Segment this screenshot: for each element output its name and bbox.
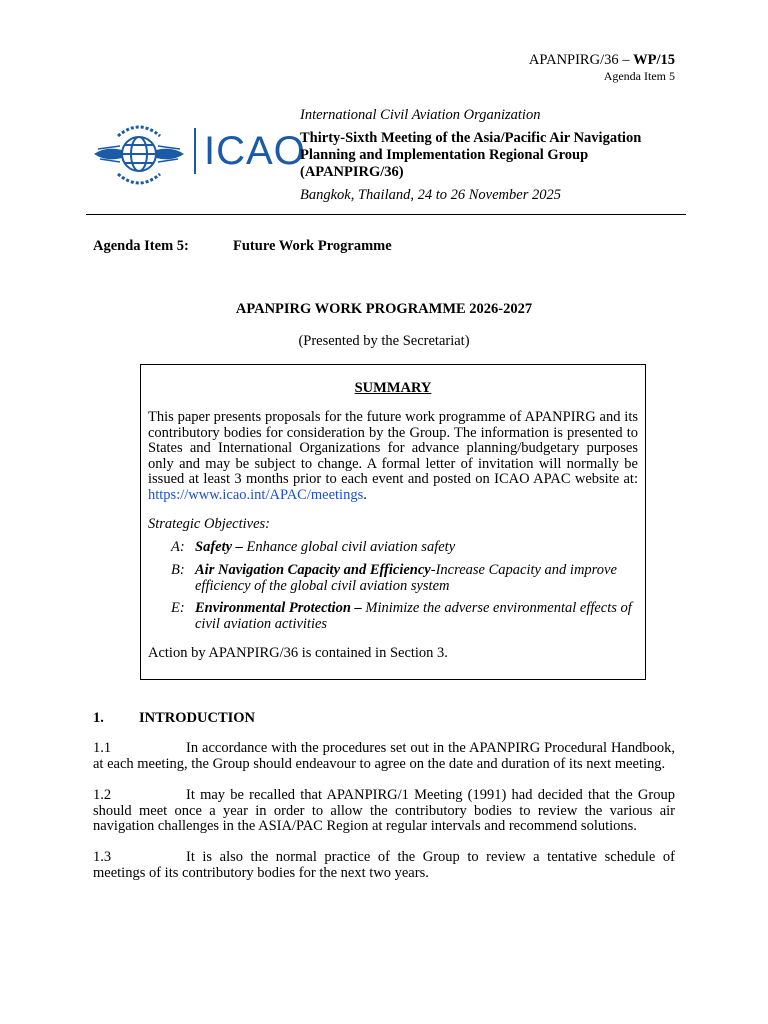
paragraph-number: 1.3 xyxy=(93,849,112,865)
header-divider xyxy=(86,214,686,215)
icao-logo-text: ICAO xyxy=(204,129,306,173)
meeting-place-date: Bangkok, Thailand, 24 to 26 November 2025 xyxy=(300,187,561,203)
paragraph xyxy=(93,741,675,772)
organization-name: International Civil Aviation Organization xyxy=(300,107,541,123)
document-reference: APANPIRG/36 – WP/15 xyxy=(528,52,675,68)
icao-emblem-icon xyxy=(92,116,186,194)
paragraph-text: It may be recalled that APANPIRG/1 Meeting (1991) had decided that the Group should meet once a year in order to allow the contributory bodies to review the various air navigation challenges in the ASIA/PAC Region at regular intervals and recommend solutions. xyxy=(93,787,675,835)
meetings-link[interactable]: https://www.icao.int/APAC/meetings xyxy=(148,486,364,503)
paragraph-text: It is also the normal practice of the Group to review a tentative schedule of meetings of its contributory bodies for the next two years. xyxy=(93,849,675,881)
summary-text: This paper presents proposals for the future work programme of APANPIRG and its contributory bodies for consideration by the Group. The information is presented to States and International Organizations for advance planning/budgetary purposes only and may be subject to change. A formal letter of invitation will normally be issued at least 3 months prior to each event and posted on ICAO APAC website at: https://www.icao.int/APAC/meetings. xyxy=(148,409,638,503)
paragraph-number: 1.1 xyxy=(93,740,112,756)
agenda-topic: Future Work Programme xyxy=(233,238,392,254)
logo-divider xyxy=(194,128,196,174)
action-statement: Action by APANPIRG/36 is contained in Section 3. xyxy=(148,645,448,661)
paragraph-text: In accordance with the procedures set out in the APANPIRG Procedural Handbook, at each meeting, the Group should endeavour to agree on the date and duration of its next meeting. xyxy=(93,740,675,772)
agenda-item xyxy=(93,238,392,255)
paragraph-number: 1.2 xyxy=(93,787,112,803)
summary-heading: SUMMARY xyxy=(354,380,432,396)
strategic-objectives-heading: Strategic Objectives: xyxy=(148,516,270,532)
paragraph xyxy=(93,788,675,835)
agenda-reference: Agenda Item 5 xyxy=(603,69,675,83)
meeting-title: Thirty-Sixth Meeting of the Asia/Pacific Air Navigation Planning and Implementation Regional Group (APANPIRG/36) xyxy=(300,130,642,180)
section-number: 1. xyxy=(93,710,104,726)
paper-title: APANPIRG WORK PROGRAMME 2026-2027 xyxy=(235,301,533,317)
presenter: (Presented by the Secretariat) xyxy=(298,333,470,349)
section-title: INTRODUCTION xyxy=(139,710,256,726)
agenda-label: Agenda Item 5: xyxy=(93,238,189,254)
summary-box: SUMMARY This paper presents proposals for the future work programme of APANPIRG and its contributory bodies for consideration by the Group. The information is presented to States and International Organizations for advance planning/budgetary purposes only and may be subject to change. A formal letter of invitation will normally be issued at least 3 months prior to each event and posted on ICAO APAC website at: https://www.icao.int/APAC/meetings. Strategic Objectives: A: Safety – Enhance global civil aviation safety B: Air Navigation Capacity and Efficiency-Increase Capacity and improve efficiency of the global civil aviation system E: Environmental Protection – Minimize the adverse environmental effects of civil aviation activities Action by APANPIRG/36 is contained in Section 3. xyxy=(140,364,646,680)
paragraph xyxy=(93,850,675,881)
